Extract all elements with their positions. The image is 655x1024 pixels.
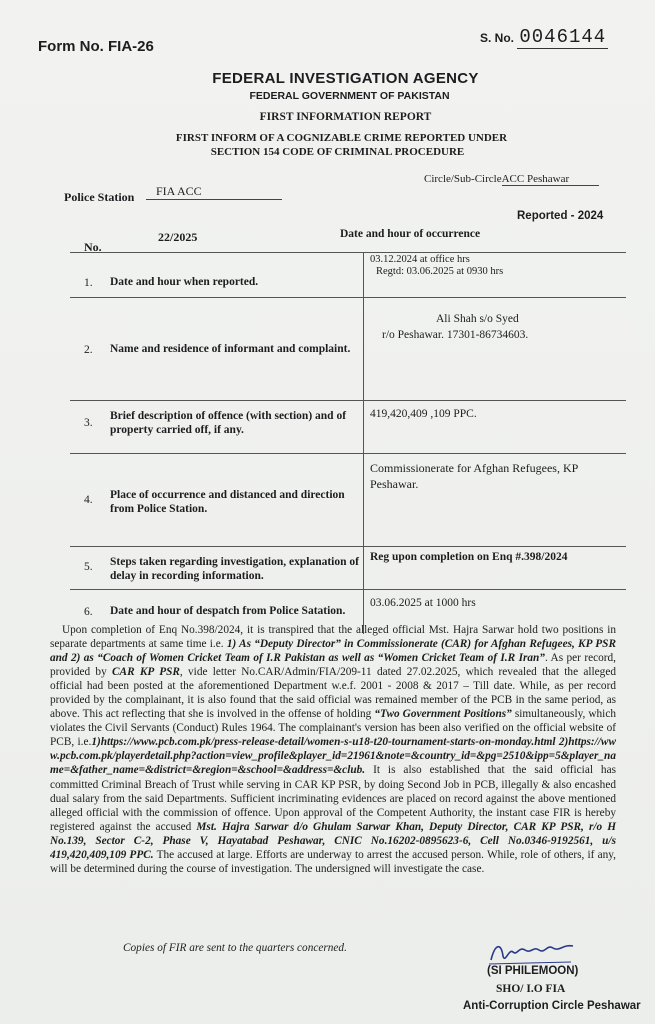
fir-table bbox=[70, 252, 626, 634]
reported-year: Reported - 2024 bbox=[517, 210, 604, 222]
serial-number: 0046144 bbox=[519, 26, 607, 48]
narrative-text: Upon completion of Enq No.398/2024, it is transpired that the alleged official Mst. Hajra Sarwar hold two positions in separate departments at same time i.e. bbox=[50, 624, 616, 651]
no-label: No. bbox=[84, 240, 102, 254]
row-number: 6. bbox=[84, 606, 93, 618]
agency-title: FEDERAL INVESTIGATION AGENCY bbox=[212, 70, 479, 87]
report-title: FIRST INFORMATION REPORT bbox=[259, 111, 432, 123]
police-station-label: Police Station bbox=[64, 190, 135, 204]
row-question: Brief description of offence (with section) and of property carried off, if any. bbox=[110, 410, 347, 436]
narrative-urls: 1)https://www.pcb.com.pk/press-release-detail/women-s-u18-t20-tournament-starts-on-monday.html 2)https://www.pcb.com.pk/playerdetail.php?action=view_profile&player_id=21961&note=&country_id=&pg=2510&ipp=5&player_name=&father_name=&district=&region=&school=&address=&club. bbox=[50, 736, 616, 777]
row-answer-line2: r/o Peshawar. 17301-86734603. bbox=[382, 329, 529, 341]
table-row bbox=[70, 454, 626, 547]
narrative-positions: 1) As “Deputy Director” in Commissionerate (CAR) for Afghan Refugees, KP PSR and 2) as “Coach of Women Cricket Team of I.R Pakistan as well as “Women Cricket Team of I.R Iran” bbox=[50, 638, 616, 665]
row-number: 5. bbox=[84, 561, 93, 573]
row-answer: 03.06.2025 at 1000 hrs bbox=[370, 597, 476, 609]
no-value: 22/2025 bbox=[158, 230, 198, 244]
narrative-accused: Mst. Hajra Sarwar d/o Ghulam Sarwar Khan, Deputy Director, CAR KP PSR, r/o H No.139, Sector C-2, Phase V, Hayatabad Peshawar, CNIC No.16202-0895623-6, Cell No.0346-9192561, u/s 419,420,409,109 PPC. bbox=[50, 820, 616, 861]
row-question: Place of occurrence and distanced and direction from Police Station. bbox=[110, 489, 345, 515]
row-question: Name and residence of informant and complaint. bbox=[110, 343, 351, 355]
narrative-offense: “Two Government Positions” bbox=[374, 708, 512, 721]
row-question: Date and hour of despatch from Police Satation. bbox=[110, 605, 346, 617]
table-row bbox=[70, 298, 626, 401]
row-number: 4. bbox=[84, 494, 93, 506]
row-answer-line2: Regtd: 03.06.2025 at 0930 hrs bbox=[376, 266, 504, 277]
government-title: FEDERAL GOVERNMENT OF PAKISTAN bbox=[249, 90, 450, 102]
row-number: 1. bbox=[84, 277, 93, 289]
narrative-text: simultaneously, which violates the Civil Servants (Conduct) Rules 1964. The complainant's version has been also verified on the official website of PCB, i.e. bbox=[50, 708, 616, 749]
row-number: 2. bbox=[84, 344, 93, 356]
row-number: 3. bbox=[84, 417, 93, 429]
row-answer: Reg upon completion on Enq #.398/2024 bbox=[370, 551, 568, 563]
table-row bbox=[70, 401, 626, 454]
narrative-text: It is also established that the said official has committed Criminal Breach of Trust while serving in CAR KP PSR, by doing Second Job in PCB, illegally & also encashed dual salary from the said Departments. Sufficient incriminating evidences are placed on record against the above mentioned alleged official with the commission of offence. Upon approval of the Competent Authority, the instant case FIR is hereby registered against the accused bbox=[50, 764, 616, 833]
signatory-title: SHO/ I.O FIA bbox=[496, 983, 566, 995]
narrative-text: The accused at large. Efforts are underway to arrest the accused person. While, role of others, if any, will be determined during the course of investigation. The undersigned will investigate the case. bbox=[50, 848, 616, 875]
signature-ink bbox=[487, 938, 577, 968]
signatory-name: (SI PHILEMOON) bbox=[487, 965, 579, 977]
copies-note: Copies of FIR are sent to the quarters concerned. bbox=[123, 942, 347, 954]
table-row bbox=[70, 253, 626, 298]
row-answer: 03.12.2024 at office hrs bbox=[370, 254, 470, 265]
inform-line: FIRST INFORM OF A COGNIZABLE CRIME REPORTED UNDER bbox=[175, 132, 508, 144]
row-answer: Ali Shah s/o Syed bbox=[436, 313, 519, 325]
section-line: SECTION 154 CODE OF CRIMINAL PROCEDURE bbox=[210, 146, 465, 158]
narrative-text: , vide letter No.CAR/Admin/FIA/209-11 dated 27.02.2025, which revealed that the alleged official had been posted at the aforementioned Department w.e.f. 2001 - 2008 & 2017 – Till date. While, as per record provided by the complainant, it is also found that the said official was remained member of the PCB in the same period, as above. This act reflecting that she is involved in the offense of holding bbox=[50, 666, 616, 721]
serial-label: S. No. bbox=[480, 31, 515, 45]
row-answer: 419,420,409 ,109 PPC. bbox=[370, 408, 477, 420]
row-answer: Commissionerate for Afghan Refugees, KP Peshawar. bbox=[370, 461, 578, 491]
row-question: Steps taken regarding investigation, explanation of delay in recording information. bbox=[110, 556, 359, 582]
narrative-department: CAR KP PSR bbox=[112, 666, 180, 679]
date-hour-label: Date and hour of occurrence bbox=[340, 228, 481, 240]
form-number: Form No. FIA-26 bbox=[38, 38, 154, 55]
narrative-text: . As per record, provided by bbox=[50, 652, 617, 679]
serial-number-block bbox=[480, 26, 608, 48]
circle-value: ACC Peshawar bbox=[502, 173, 600, 186]
circle-label: Circle/Sub-Circle bbox=[424, 173, 502, 185]
case-narrative bbox=[50, 623, 616, 876]
signatory-organization: Anti-Corruption Circle Peshawar bbox=[463, 1000, 641, 1012]
police-station-value: FIA ACC bbox=[146, 184, 282, 200]
table-row bbox=[70, 547, 626, 590]
circle-field bbox=[424, 173, 599, 185]
row-question: Date and hour when reported. bbox=[110, 276, 259, 288]
